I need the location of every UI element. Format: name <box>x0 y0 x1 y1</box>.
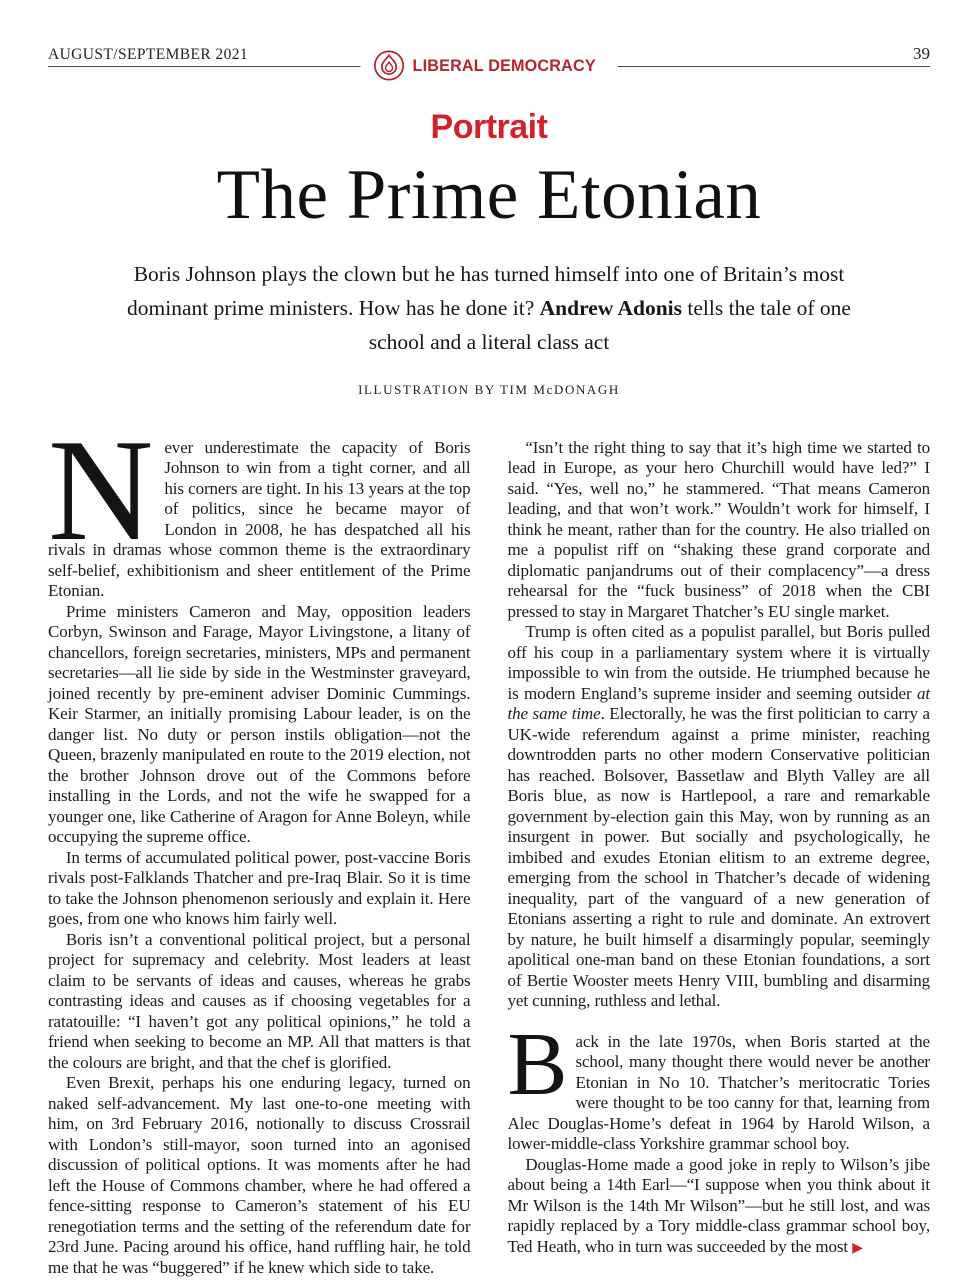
section-kicker: Portrait <box>430 108 548 146</box>
paragraph <box>508 1155 931 1259</box>
issue-date: AUGUST/SEPTEMBER 2021 <box>48 46 249 63</box>
continuation-arrow-icon: ▶ <box>852 1239 863 1256</box>
standfirst-text-after: tells the tale of one school and a literal class act <box>368 295 851 354</box>
right-column <box>508 438 931 1279</box>
paragraph <box>508 622 931 1012</box>
paragraph: Even Brexit, perhaps his one enduring legacy, turned on naked self-advancement. My last one-to-one meeting with him, on 3rd February 2016, notionally to discuss Crossrail with London’s still-mayor, soon turned into an agonised discussion of political options. It was moments after he had left the House of Commons chamber, where he had offered a fence-sitting response to Cameron’s statement of his EU renegotiation terms and the setting of the referendum date for 23rd June. Pacing around his office, hand ruffling hair, he told me that he was “buggered” if he knew which side to take. <box>48 1073 471 1277</box>
paragraph: Boris isn’t a conventional political project, but a personal project for supremacy and celebrity. Most leaders at least claim to be servants of ideas and causes, whereas he grabs contrasting ideas and causes as if choosing vegetables for a ratatouille: “I haven’t got any political opinions,” he told a friend when seeking to become an MP. All that matters is that the colours are bright, and that the chef is glorified. <box>48 929 471 1072</box>
paragraph-text: Douglas-Home made a good joke in reply to Wilson’s jibe about being a 14th Earl—“I suppose when you think about it Mr Wilson is the 14th Mr Wilson”—but he still lost, and was rapidly replaced by a Tory middle-class grammar school boy, Ted Heath, who in turn was succeeded by the most <box>507 1154 930 1256</box>
standfirst <box>109 258 869 360</box>
standfirst-text: Boris Johnson plays the clown but he has turned himself into one of Britain’s most dominant prime ministers. How has he done it? <box>127 262 845 320</box>
flame-logo-icon <box>373 49 406 82</box>
article-title: The Prime Etonian <box>216 156 762 234</box>
paragraph <box>507 1014 931 1155</box>
author-name: Andrew Adonis <box>539 295 683 320</box>
paragraph-text: ever underestimate the capacity of Boris Johnson to win from a tight corner, and all his corners are tight. In his 13 years at the top of politics, since he became mayor of London in 2008, he has despatched all his rivals in dramas whose common theme is the extraordinary self-belief, exhibitionism and sheer entitlement of the Prime Etonian. <box>48 437 471 601</box>
paragraph-text: . Electorally, he was the first politician to carry a UK-wide referendum against a prime minister, reaching downtrodden parts no other modern Conservative politician has reached. Bolsover, Bassetlaw and Blyth Valley are all Boris blue, as now is Hartlepool, a rare and remarkable government by-election gain this May, won by running as an insurgent in power. But socially and psychologically, he imbibed and exudes Etonian elitism to an extreme degree, emerging from the school in Thatcher’s decade of widening inequality, part of the vanguard of a new generation of Etonians asserting a right to rule and dominate. An extrovert by nature, he built himself a disarmingly popular, seemingly apolitical one-man band on these Etonian foundations, a sort of Bertie Wooster meets Henry VIII, bumbling and disarming yet cunning, ruthless and lethal. <box>507 704 930 1011</box>
illustration-credit: ILLUSTRATION BY TIM McDONAGH <box>358 381 620 397</box>
masthead <box>48 40 930 82</box>
paragraph: Prime ministers Cameron and May, opposition leaders Corbyn, Swinson and Farage, Mayor Livingstone, a litany of chancellors, foreign secretaries, ministers, MPs and permanent secretaries—all lie side by side in the Westminster graveyard, joined recently by pre-eminent adviser Dominic Cummings. Keir Starmer, an initially promising Labour leader, is on the danger list. No duty or person instils obligation—not the Queen, brazenly manipulated en route to the 2019 election, not the brother Johnson drove out of the Commons before installing in the Lords, and not the wife he swapped for a younger one, like Catherine of Aragon for Anne Boleyn, while occupying the supreme office. <box>48 601 471 847</box>
page-number: 39 <box>913 44 930 63</box>
dropcap-letter: N <box>48 408 154 571</box>
left-column <box>48 408 471 1279</box>
dropcap-letter: B <box>507 1014 568 1114</box>
brand-group <box>361 49 618 82</box>
paragraph <box>48 408 471 602</box>
brand-wordmark: LIBERAL DEMOCRACY <box>412 55 596 75</box>
paragraph-text: ack in the late 1970s, when Boris started at the school, many thought there would never be another Etonian in No 10. Thatcher’s meritocratic Tories were thought to be too canny for that, learning from Alec Douglas-Home’s defeat in 1964 by Harold Wilson, a lower-middle-class Yorkshire grammar school boy. <box>507 1031 930 1154</box>
paragraph-text: Trump is often cited as a populist parallel, but Boris pulled off his coup in a parliamentary system where it is virtually impossible to win from the outside. He triumphed because he is modern England’s supreme insider and seeming outsider <box>507 622 930 703</box>
article-body <box>48 408 930 1279</box>
paragraph: In terms of accumulated political power, post-vaccine Boris rivals post-Falklands Thatcher and pre-Iraq Blair. So it is time to take the Johnson phenomenon seriously and explain it. Here goes, from one who knows him fairly well. <box>48 847 471 929</box>
paragraph: “Isn’t the right thing to say that it’s high time we started to lead in Europe, as your hero Churchill would have led?” I said. “Yes, well no,” he stammered. “That means Cameron leading, and that won’t work.” Wouldn’t work for himself, I think he meant, rather than for the country. He also trialled on me a populist riff on “shaking these grand corporate and diplomatic panjandrums out of their complacency”—a dress rehearsal for the “fuck business” of 2018 when the CBI pressed to stay in Margaret Thatcher’s EU single market. <box>507 437 930 621</box>
italic-phrase: at the same time <box>507 683 930 724</box>
